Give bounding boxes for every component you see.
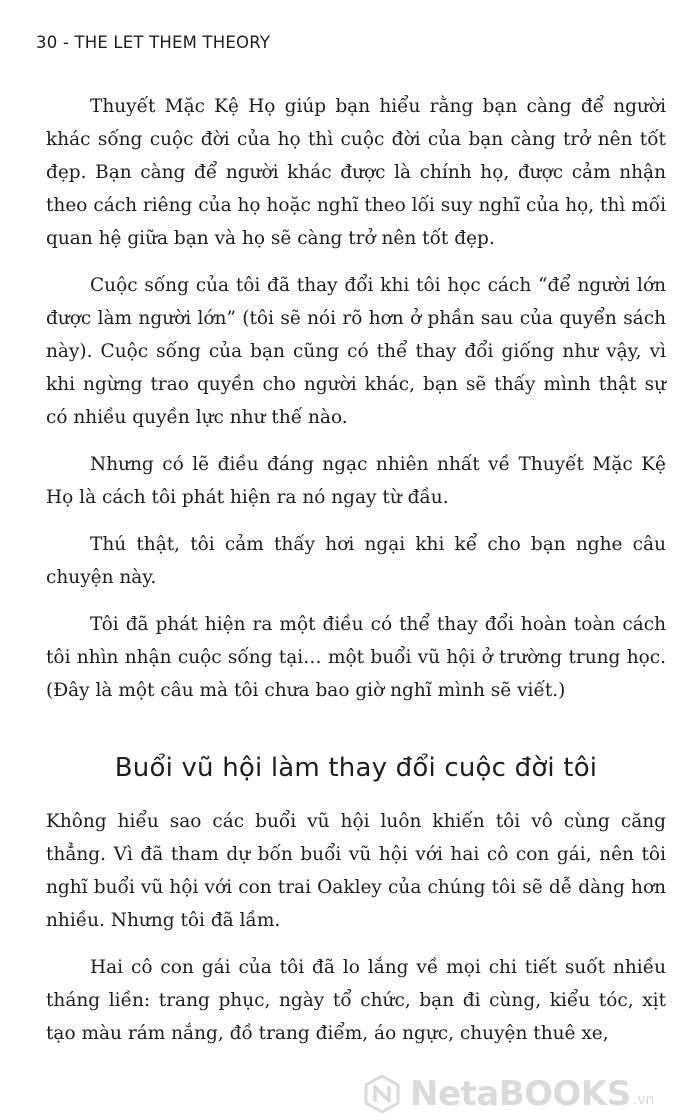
watermark-suffix: .vn [632,1092,655,1108]
watermark [362,1074,654,1114]
paragraph: Cuộc sống của tôi đã thay đổi khi tôi học cách “để người lớn được làm người lớn” (tôi sẽ nói rõ hơn ở phần sau của quyển sách này). Cuộc sống của bạn cũng có thể thay đổi giống như vậy, vì khi ngừng trao quyền cho người khác, bạn sẽ thấy mình thật sự có nhiều quyền lực như thế nào. [46,275,666,428]
watermark-brand: NetaBOOKS [410,1074,631,1114]
paragraph: Tôi đã phát hiện ra một điều có thể thay đổi hoàn toàn cách tôi nhìn nhận cuộc sống tại… một buổi vũ hội ở trường trung học. (Đây là một câu mà tôi chưa bao giờ nghĩ mình sẽ viết.) [46,614,666,701]
neta-logo-icon [362,1074,402,1114]
paragraph: Thuyết Mặc Kệ Họ giúp bạn hiểu rằng bạn càng để người khác sống cuộc đời của họ thì cuộc đời của bạn càng trở nên tốt đẹp. Bạn càng để người khác được là chính họ, được cảm nhận theo cách riêng của họ hoặc nghĩ theo lối suy nghĩ của họ, thì mối quan hệ giữa bạn và họ sẽ càng trở nên tốt đẹp. [46,96,666,249]
paragraph: Nhưng có lẽ điều đáng ngạc nhiên nhất về Thuyết Mặc Kệ Họ là cách tôi phát hiện ra nó ngay từ đầu. [46,454,666,508]
paragraph: Hai cô con gái của tôi đã lo lắng về mọi chi tiết suốt nhiều tháng liền: trang phục, ngày tổ chức, bạn đi cùng, kiểu tóc, xịt tạo màu rám nắng, đồ trang điểm, áo ngực, chuyện thuê xe, [46,957,666,1044]
paragraph: Không hiểu sao các buổi vũ hội luôn khiến tôi vô cùng căng thẳng. Vì đã tham dự bốn buổi vũ hội với hai cô con gái, nên tôi nghĩ buổi vũ hội với con trai Oakley của chúng tôi sẽ dễ dàng hơn nhiều. Nhưng tôi đã lầm. [46,811,666,931]
running-head: 30 - THE LET THEM THEORY [36,33,271,52]
section-heading: Buổi vũ hội làm thay đổi cuộc đời tôi [114,753,598,783]
paragraph: Thú thật, tôi cảm thấy hơi ngại khi kể cho bạn nghe câu chuyện này. [46,534,666,588]
body-text [46,90,666,1064]
